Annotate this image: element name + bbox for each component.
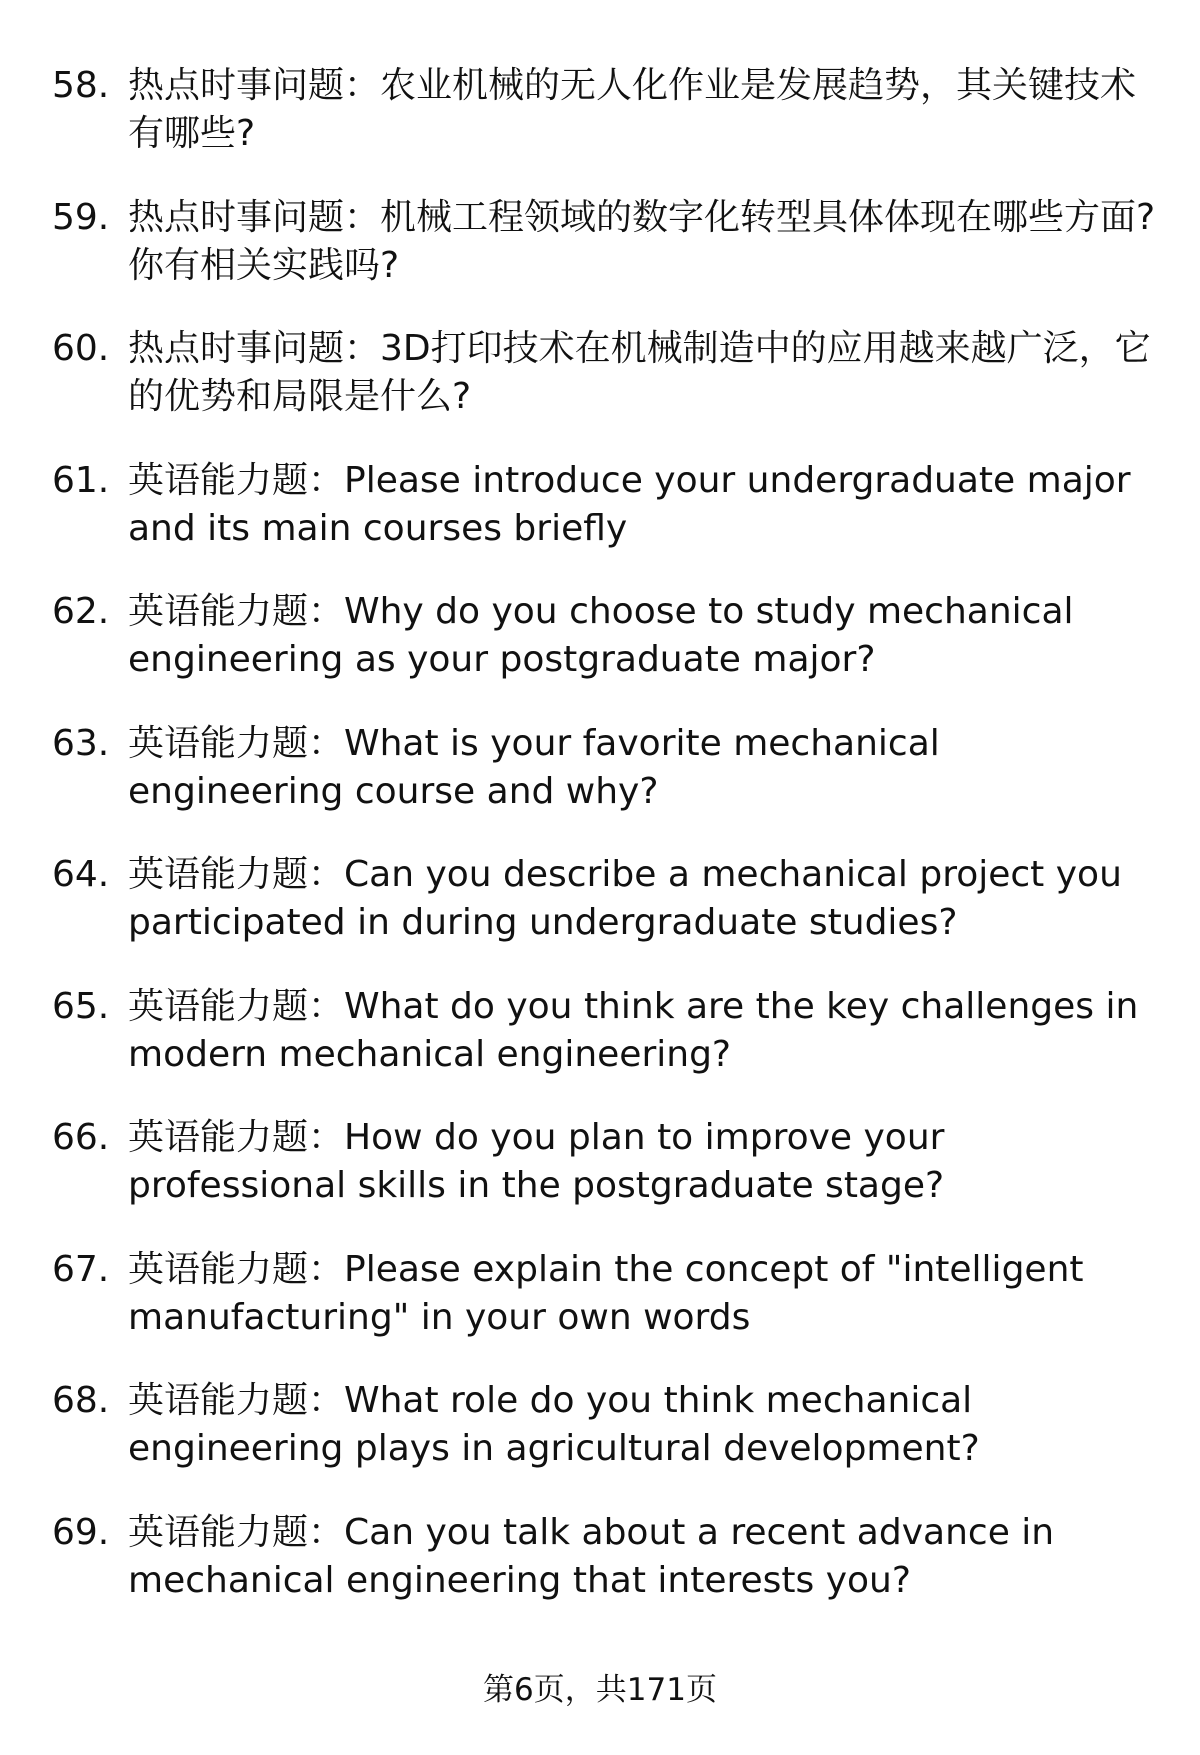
question-number: 60. bbox=[52, 328, 110, 369]
question-list bbox=[0, 62, 1200, 1640]
question-text: 热点时事问题：机械工程领域的数字化转型具体体现在哪些方面?你有相关实践吗? bbox=[128, 196, 1156, 286]
question-item bbox=[0, 1114, 1200, 1210]
question-item bbox=[0, 588, 1200, 684]
question-text: 英语能力题：Can you describe a mechanical project you participated in during undergraduate studies? bbox=[128, 854, 1122, 943]
question-text: 英语能力题：Please introduce your undergraduate major and its main courses briefly bbox=[128, 459, 1131, 549]
question-item bbox=[0, 194, 1200, 290]
question-text: 英语能力题：What is your favorite mechanical engineering course and why? bbox=[128, 722, 940, 812]
question-number: 64. bbox=[52, 854, 110, 895]
question-item bbox=[0, 720, 1200, 816]
question-text: 英语能力题：What do you think are the key challenges in modern mechanical engineering? bbox=[128, 985, 1139, 1075]
question-text: 英语能力题：Can you talk about a recent advance in mechanical engineering that interests you? bbox=[128, 1511, 1055, 1601]
question-number: 59. bbox=[52, 196, 110, 238]
question-item bbox=[0, 325, 1200, 421]
question-item bbox=[0, 983, 1200, 1079]
question-item bbox=[0, 1509, 1200, 1605]
question-number: 66. bbox=[52, 1117, 110, 1158]
question-text: 英语能力题：Why do you choose to study mechanical engineering as your postgraduate major? bbox=[128, 591, 1074, 680]
question-text: 英语能力题：How do you plan to improve your professional skills in the postgraduate stage? bbox=[128, 1117, 945, 1206]
question-number: 61. bbox=[52, 459, 110, 501]
question-text: 英语能力题：Please explain the concept of "intelligent manufacturing" in your own words bbox=[128, 1248, 1084, 1338]
question-text: 热点时事问题：3D打印技术在机械制造中的应用越来越广泛，它的优势和局限是什么? bbox=[128, 328, 1151, 417]
question-item bbox=[0, 62, 1200, 158]
question-number: 69. bbox=[52, 1511, 110, 1553]
question-number: 63. bbox=[52, 722, 110, 764]
question-item bbox=[0, 1246, 1200, 1342]
question-number: 58. bbox=[52, 65, 110, 106]
question-number: 65. bbox=[52, 985, 110, 1027]
question-number: 62. bbox=[52, 591, 110, 632]
question-item bbox=[0, 1377, 1200, 1473]
question-item bbox=[0, 457, 1200, 553]
page-number-footer: 第6页，共171页 bbox=[483, 1672, 717, 1708]
question-number: 68. bbox=[52, 1380, 110, 1421]
question-text: 英语能力题：What role do you think mechanical engineering plays in agricultural development? bbox=[128, 1380, 980, 1469]
question-number: 67. bbox=[52, 1248, 110, 1290]
question-text: 热点时事问题：农业机械的无人化作业是发展趋势，其关键技术有哪些? bbox=[128, 65, 1137, 154]
question-item bbox=[0, 851, 1200, 947]
